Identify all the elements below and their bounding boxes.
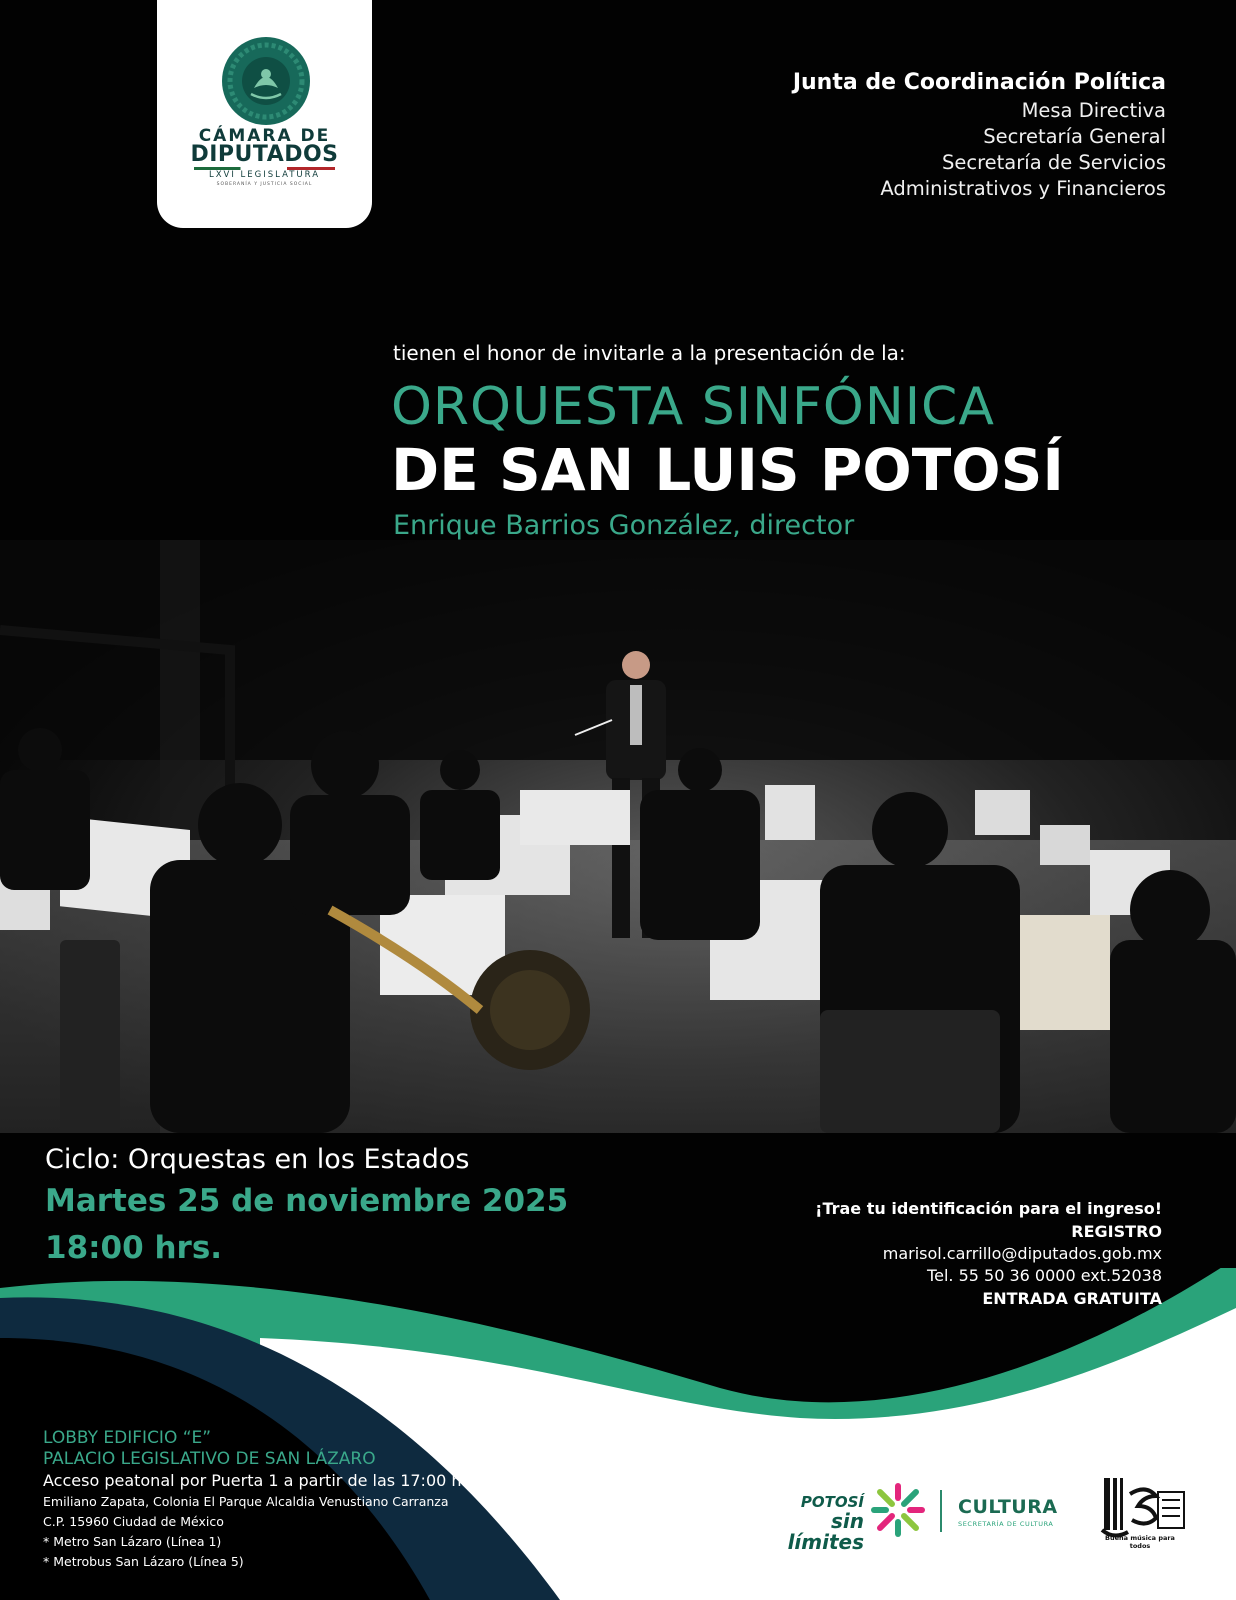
cultura-logo: CULTURA [958, 1496, 1058, 1518]
potosi-logo-top: POTOSÍ [800, 1493, 864, 1511]
organizer-line: Secretaría de Servicios [941, 151, 1166, 174]
logo-text-motto: SOBERANÍA Y JUSTICIA SOCIAL [216, 182, 313, 187]
venue-metrobus: * Metrobus San Lázaro (Línea 5) [43, 1554, 244, 1569]
venue-address-line: C.P. 15960 Ciudad de México [43, 1514, 224, 1529]
registration-label: REGISTRO [1071, 1222, 1162, 1241]
title-orquesta: ORQUESTA SINFÓNICA [391, 377, 995, 437]
venue-building: LOBBY EDIFICIO “E” [43, 1428, 212, 1448]
potosi-logo-bottom: sin límites [787, 1509, 864, 1554]
orchestra-photo [0, 540, 1236, 1133]
cycle-label: Ciclo: Orquestas en los Estados [45, 1144, 470, 1175]
event-date: Martes 25 de noviembre 2025 [45, 1183, 569, 1219]
invitation-intro: tienen el honor de invitarle a la presentación de la: [393, 341, 906, 365]
venue-palace: PALACIO LEGISLATIVO DE SAN LÁZARO [43, 1449, 376, 1469]
venue-metro: * Metro San Lázaro (Línea 1) [43, 1534, 222, 1549]
logo-text-camara: CÁMARA DE [198, 126, 331, 146]
free-entry-label: ENTRADA GRATUITA [982, 1289, 1162, 1308]
id-note: ¡Trae tu identificación para el ingreso! [815, 1199, 1162, 1218]
organizer-line: Mesa Directiva [1021, 99, 1166, 122]
organizer-line: Administrativos y Financieros [880, 177, 1166, 200]
organizer-main: Junta de Coordinación Política [792, 70, 1166, 95]
organizer-line: Secretaría General [983, 125, 1166, 148]
registration-phone: Tel. 55 50 36 0000 ext.52038 [927, 1266, 1162, 1285]
camara-logo-card [157, 0, 372, 228]
venue-address-line: Emiliano Zapata, Colonia El Parque Alcaldia Venustiano Carranza [43, 1494, 449, 1509]
potosi-logo [748, 1494, 864, 1553]
venue-access: Acceso peatonal por Puerta 1 a partir de las 17:00 hrs. [43, 1471, 482, 1490]
registration-email[interactable]: marisol.carrillo@diputados.gob.mx [882, 1244, 1162, 1263]
director-name: Enrique Barrios González, director [393, 510, 855, 541]
potosi-star-icon [870, 1482, 926, 1538]
cultura-subtitle: SECRETARÍA DE CULTURA [958, 1520, 1054, 1528]
logo-text-diputados: DIPUTADOS [190, 142, 339, 167]
sponsor-divider [940, 1490, 942, 1532]
logo-text-legislatura: LXVI LEGISLATURA [208, 170, 321, 180]
venue-block [43, 1428, 482, 1572]
orquesta-motto: Buena música para todos [1105, 1534, 1175, 1550]
national-seal-icon [221, 36, 311, 126]
title-san-luis: DE SAN LUIS POTOSÍ [391, 436, 1064, 504]
registration-block [815, 1197, 1162, 1310]
organizers-block [793, 68, 1166, 202]
event-time: 18:00 hrs. [45, 1230, 223, 1266]
